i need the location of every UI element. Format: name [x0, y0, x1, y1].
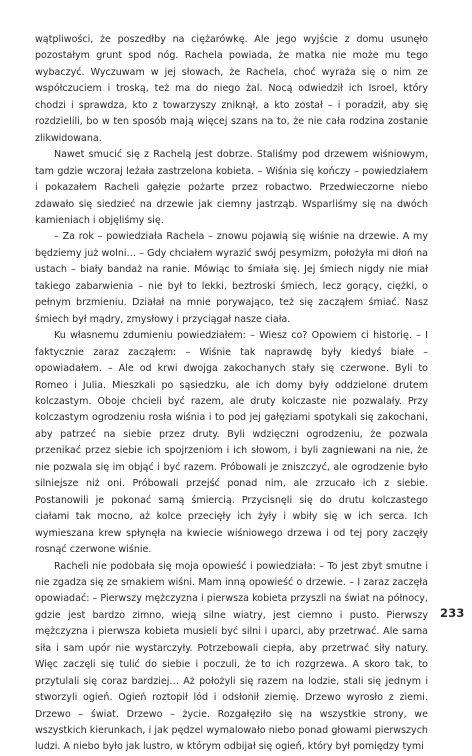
paragraph: Ku własnemu zdumieniu powiedziałem: – Wiesz co? Opowiem ci historię. – I faktycznie zaraz zacząłem: – Wiśnie tak naprawdę były kiedyś białe – opowiadałem. – Ale od krwi dwojga zakochanych stały się czerwone. Byli to Romeo i Julia. Mieszkali po sąsiedzku, ale ich domy były oddzielone drutem kolczastym. Oboje chcieli być razem, ale druty kolczaste nie pozwalały. Przy kolczastym ogrodzeniu rosła wiśnia i to pod jej gałęziami spotykali się zakochani, aby patrzeć na siebie przez druty. Byli wdzięczni ogrodzeniu, że pozwala przenikać przez siebie ich spojrzeniom i ich słowom, i byli zagniewani na nie, że nie pozwala się im objąć i być razem. Próbowali je zniszczyć, ale ogrodzenie było silniejsze niż oni. Próbowali przejść ponad nim, ale zrzucało ich z siebie. Postanowili je pokonać samą śmiercią. Przycisnęli się do drutu kolczastego ciałami tak mocno, aż kolce przecięły ich żyły i wbiły się w ich serca. Ich wymieszana krew spłynęła na kwiecie wiśniowego drzewa i od tej pory zaczęły rosnąć czerwone wiśnie. — [35, 330, 428, 556]
paragraph: Racheli nie podobała się moja opowieść i powiedziała: – To jest zbyt smutne i nie zgadza się ze smakiem wiśni. Mam inną opowieść o drzewie. – I zaraz zaczęła opowiadać: – Pierwszy mężczyzna i pierwsza kobieta przyszli na świat na północy, gdzie jest bardzo zimno, wieją silne wiatry, jest ciemno i pusto. Pierwszy mężczyzna i pierwsza kobieta musieli być silni i uparci, aby przetrwać. Ale sama siła i sam upór nie wystarczyły. Potrzebowali ciepła, aby przetrwać siły natury. Więc zaczęli się tulić do siebie i poczuli, że to ich rozgrzewa. A skoro tak, to przytulali się coraz bardziej… Aż położyli się razem na lodzie, stali się jednym i stworzyli ogień. Ogień roztopił lód i odsłonił ziemię. Drzewo wyrosło z ziemi. Drzewo – świat. Drzewo – życie. Rozgałęziło się na wszystkie strony, we wszystkich kierunkach, i jak pędzel wymalowało niebo ponad głowami pierwszych ludzi. A niebo było jak lustro, w którym odbijał się ogień, który był pomiędzy tymi — [35, 560, 428, 753]
body-text — [35, 32, 428, 756]
page-number: 233 — [440, 606, 465, 620]
paragraph: wątpliwości, że poszedłby na ciężarówkę. Ale jego wyjście z domu usunęło pozostałym grunt spod nóg. Rachela powiada, że matka nie może mu tego wybaczyć. Wyczuwam w jej słowach, że Rachela, choć wyraża się o nim ze współczuciem i troską, też ma do niego żal. Nocą odwiedził ich Isroel, który chodzi i sprawdza, kto z towarzyszy zniknął, a kto został – i poradził, aby się rozdzielili, bo w ten sposób mają więcej szans na to, że nie cała rodzina zostanie zlikwidowana. — [35, 34, 428, 144]
paragraph: – Za rok – powiedziała Rachela – znowu pojawią się wiśnie na drzewie. A my będziemy już wolni… – Gdy chciałem wyrazić swój pesymizm, położyła mi dłoń na ustach – biały bandaż na ranie. Mówiąc to śmiała się. Jej śmiech nigdy nie miał takiego zabarwienia – nie był to lekki, beztroski śmiech, lecz gorący, ciężki, o pełnym brzmieniu. Działał na mnie porywająco, też się zacząłem śmiać. Nasz śmiech był mądry, zmysłowy i przyciągał nasze ciała. — [35, 231, 428, 325]
paragraph: Nawet smucić się z Rachelą jest dobrze. Staliśmy pod drzewem wiśniowym, tam gdzie wczoraj leżała zastrzelona kobieta. – Wiśnia się kończy – powiedziałem i pokazałem Racheli gałęzie pożarte przez robactwo. Przedwieczorne niebo zdawało się siedzieć na drzewie jak ciemny jastrząb. Wsparliśmy się na dwóch kamieniach i objęliśmy się. — [35, 149, 428, 226]
